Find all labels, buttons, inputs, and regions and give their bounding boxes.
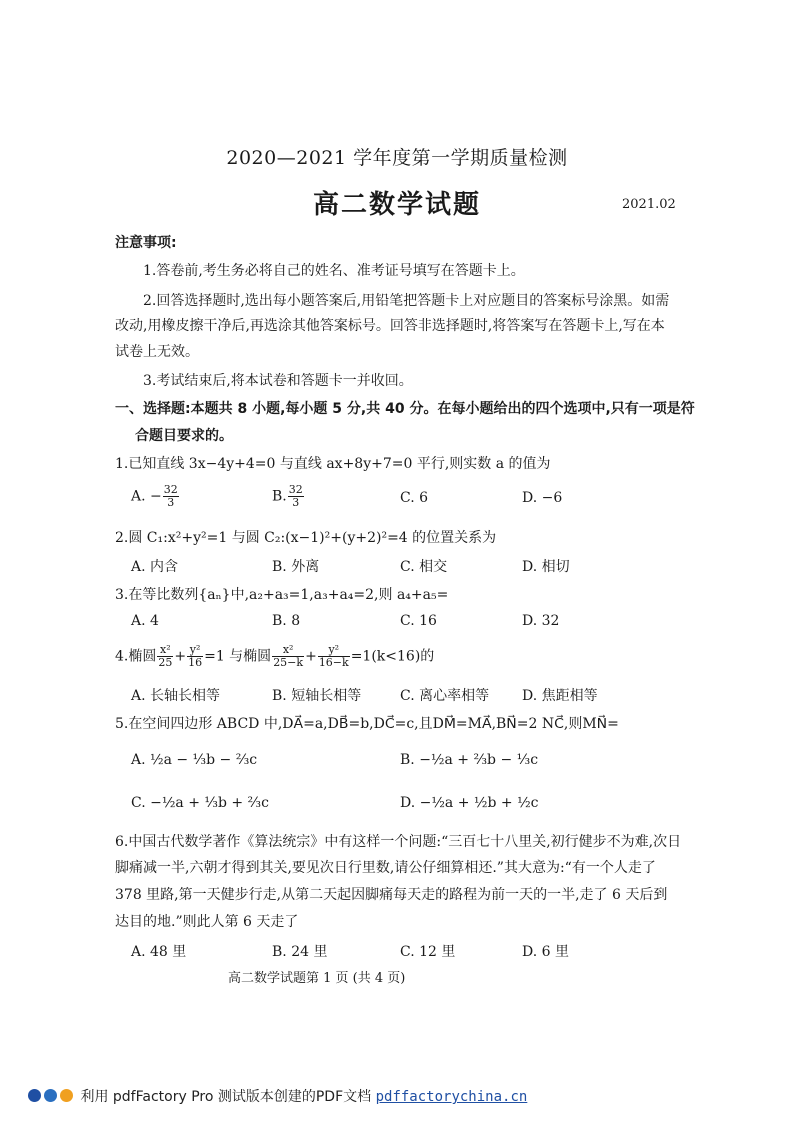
option-a-label: A. − [131,488,162,505]
question-5-stem: 5.在空间四边形 ABCD 中,DA⃗=a,DB⃗=b,DC⃗=c,且DM⃗=MA⃗,BN⃗=2 NC⃗,则MN⃗= [115,716,619,732]
question-4-option-d: D. 焦距相等 [522,688,598,704]
pdf-watermark [28,1086,527,1106]
brand-dot-icon [60,1089,73,1102]
question-6-line3: 378 里路,第一天健步行走,从第二天起因脚痛每天走的路程为前一天的一半,走了 6 天后到 [115,887,668,903]
question-3-stem: 3.在等比数列{aₙ}中,a₂+a₃=1,a₃+a₄=2,则 a₄+a₅= [115,587,449,603]
question-1-option-d: D. −6 [522,490,563,506]
question-5-option-a: A. ½a − ⅓b − ⅔c [131,752,258,768]
question-4-stem [115,644,434,669]
section1-heading-line2: 合题目要求的。 [135,428,233,444]
fraction-denominator: 25 [158,656,173,669]
notice-heading: 注意事项: [115,235,177,251]
fraction [163,484,179,509]
question-6-option-c: C. 12 里 [400,944,456,960]
fraction-denominator: 16 [188,656,203,669]
question-3-option-a: A. 4 [131,613,159,629]
question-4-option-b: B. 短轴长相等 [272,688,362,704]
plus: + [305,648,317,665]
question-1-option-a [131,484,180,509]
page-footer: 高二数学试题第 1 页 (共 4 页) [228,971,406,986]
fraction-numerator: x² [157,644,173,657]
fraction-denominator: 3 [292,496,300,509]
notice-item-3: 3.考试结束后,将本试卷和答题卡一并收回。 [143,373,413,389]
exam-date: 2021.02 [622,197,676,212]
question-3-option-b: B. 8 [272,613,301,629]
fraction [187,644,203,669]
notice-item-2-line3: 试卷上无效。 [115,344,199,360]
fraction-numerator: y² [318,644,350,657]
watermark-link[interactable]: pdffactorychina.cn [375,1089,528,1105]
question-2-option-b: B. 外离 [272,559,320,575]
question-6-option-a: A. 48 里 [131,944,187,960]
fraction-numerator: y² [187,644,203,657]
fraction-denominator: 3 [167,496,175,509]
fraction-denominator: 16−k [318,656,349,669]
brand-dot-icon [28,1089,41,1102]
q4-post: =1(k<16)的 [350,648,435,665]
question-2-stem: 2.圆 C₁:x²+y²=1 与圆 C₂:(x−1)²+(y+2)²=4 的位置关系为 [115,530,497,546]
section1-heading-line1: 一、选择题:本题共 8 小题,每小题 5 分,共 40 分。在每小题给出的四个选项中,只有一项是符 [115,401,695,417]
option-b-label: B. [272,488,287,505]
question-6-option-b: B. 24 里 [272,944,328,960]
notice-item-2-line1: 2.回答选择题时,选出每小题答案后,用铅笔把答题卡上对应题目的答案标号涂黑。如需 [143,293,670,309]
question-1-stem: 1.已知直线 3x−4y+4=0 与直线 ax+8y+7=0 平行,则实数 a 的值为 [115,456,551,472]
fraction-numerator: 32 [163,483,178,496]
q4-mid: =1 与椭圆 [204,648,272,665]
brand-dot-icon [44,1089,57,1102]
question-6-option-d: D. 6 里 [522,944,569,960]
question-3-option-c: C. 16 [400,613,437,629]
fraction [318,644,350,669]
question-1-option-c: C. 6 [400,490,429,506]
question-6-line2: 脚痛减一半,六朝才得到其关,要见次日行里数,请公仔细算相还.”其大意为:“有一个人走了 [115,860,656,876]
question-6-line4: 达目的地.”则此人第 6 天走了 [115,914,299,930]
fraction-numerator: x² [272,644,304,657]
question-3-option-d: D. 32 [522,613,560,629]
fraction [272,644,304,669]
q4-pre: 4.椭圆 [115,648,157,665]
question-5-option-c: C. −½a + ⅓b + ⅔c [131,795,269,811]
fraction [157,644,173,669]
watermark-text: 利用 pdfFactory Pro 测试版本创建的PDF文档 [80,1089,372,1105]
question-2-option-c: C. 相交 [400,559,448,575]
fraction-denominator: 25−k [273,656,304,669]
question-1-option-b [272,484,305,509]
question-4-option-c: C. 离心率相等 [400,688,490,704]
plus: + [174,648,187,665]
notice-item-1: 1.答卷前,考生务必将自己的姓名、准考证号填写在答题卡上。 [143,263,525,279]
fraction [288,484,304,509]
fraction-numerator: 32 [288,483,303,496]
question-4-option-a: A. 长轴长相等 [131,688,221,704]
notice-item-2-line2: 改动,用橡皮擦干净后,再选涂其他答案标号。回答非选择题时,将答案写在答题卡上,写在本 [115,318,665,334]
question-5-option-d: D. −½a + ½b + ½c [400,795,539,811]
question-2-option-d: D. 相切 [522,559,570,575]
subject-title: 高二数学试题 [312,190,481,220]
exam-title-line: 2020—2021 学年度第一学期质量检测 [226,147,568,169]
question-6-line1: 6.中国古代数学著作《算法统宗》中有这样一个问题:“三百七十八里关,初行健步不为难,次日 [115,834,682,850]
question-5-option-b: B. −½a + ⅔b − ⅓c [400,752,539,768]
question-2-option-a: A. 内含 [131,559,179,575]
